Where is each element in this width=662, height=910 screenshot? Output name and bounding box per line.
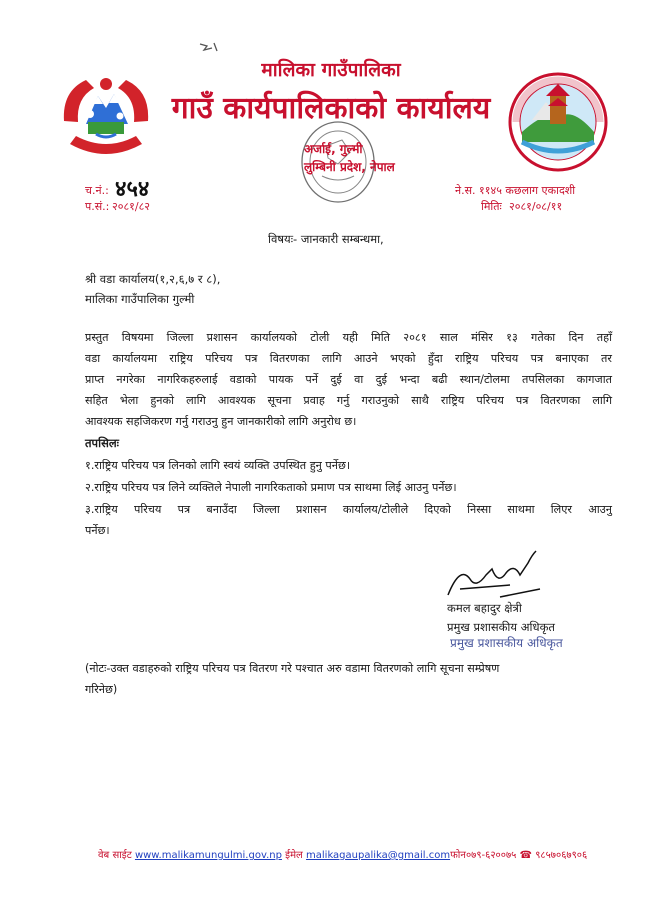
body-paragraph-line: प्राप्त नगरेका नागरिकहरुलाई वडाको पायक पर्ने दुई वा दुई भन्दा बढी स्थान/टोलमा तपसिलका कागजात [85, 373, 612, 386]
date-value: २०८१/०८/११ [509, 200, 563, 213]
subject-line: विषयः- जानकारी सम्बन्धमा, [268, 232, 384, 246]
dispatch-number: ४५४ [115, 176, 150, 202]
addressee-line-1: श्री वडा कार्यालय(१,२,६,७ र ८), [85, 272, 221, 286]
details-item-3: ३.राष्ट्रिय परिचय पत्र बनाउँदा जिल्ला प्रशासन कार्यालय/टोलीले दिएको निस्सा साथमा लिएर आउनु [85, 503, 612, 516]
footer-contact [98, 847, 587, 861]
mobile-number: ☎ ९८५७०६७९०६ [519, 850, 588, 861]
phone-label: फोन [450, 850, 466, 861]
note-line-1: (नोटः-उक्त वडाहरुको राष्ट्रिय परिचय पत्र वितरण गरे पश्चात अरु वडामा वितरणको लागि सूचना सम्प्रेषण [85, 662, 500, 675]
office-title: गाउँ कार्यपालिकाको कार्यालय [171, 91, 491, 126]
fiscal-year-label: प.सं.: [85, 200, 110, 213]
date-label: मितिः [481, 200, 502, 213]
phone-number: ०७९-६२००७५ [465, 850, 517, 861]
fiscal-year: २०८१/८२ [112, 200, 151, 213]
details-heading: तपसिलः [85, 436, 119, 450]
details-item-2: २.राष्ट्रिय परिचय पत्र लिने व्यक्तिले नेपाली नागरिकताको प्रमाण पत्र साथमा लिई आउनु पर्नेछ। [85, 481, 457, 494]
email-link[interactable]: malikagaupalika@gmail.com [306, 850, 451, 861]
body-paragraph-line: वडा कार्यालयमा राष्ट्रिय परिचय पत्र वितरणका लागि आउने भएको हुँदा राष्ट्रिय परिचय पत्र बनाएका तर [85, 352, 612, 365]
body-paragraph-line: सहित भेला हुनको लागि आवश्यक सूचना प्रवाह गर्नु गराउनुको साथै राष्ट्रिय परिचय पत्र वितरणका लागि [85, 394, 612, 407]
handwritten-signature [440, 545, 560, 605]
dispatch-label: च.नं.: [85, 184, 109, 197]
address-line-2: लुम्बिनी प्रदेश, नेपाल [304, 160, 395, 174]
address-line-1: अर्जाई, गुल्मी [304, 142, 363, 156]
municipality-name: मालिका गाउँपालिका [261, 59, 401, 81]
email-label: ईमेल [285, 850, 303, 861]
body-paragraph-line: आवश्यक सहजिकरण गर्नु गराउनु हुन जानकारीको लागि अनुरोध छ। [85, 415, 357, 428]
details-item-3-cont: पर्नेछ। [85, 524, 110, 537]
nepal-era-date: ने.स. ११४५ कछलाग एकादशी [455, 184, 576, 197]
signatory-title: प्रमुख प्रशासकीय अधिकृत [447, 620, 555, 634]
signatory-name: कमल बहादुर क्षेत्री [447, 601, 522, 615]
details-item-1: १.राष्ट्रिय परिचय पत्र लिनको लागि स्वयं व्यक्ति उपस्थित हुनु पर्नेछ। [85, 459, 351, 472]
website-label: वेब साईट [98, 850, 132, 861]
note-line-2: गरिनेछ) [85, 683, 118, 696]
website-link[interactable]: www.malikamungulmi.gov.np [134, 850, 282, 861]
addressee-line-2: मालिका गाउँपालिका गुल्मी [85, 292, 195, 306]
body-paragraph-line: प्रस्तुत विषयमा जिल्ला प्रशासन कार्यालयको टोली यही मिति २०८१ साल मंसिर १३ गतेका दिन तहाँ [85, 331, 612, 344]
scribble-mark-icon [198, 40, 220, 54]
signatory-stamp: प्रमुख प्रशासकीय अधिकृत [450, 636, 563, 650]
